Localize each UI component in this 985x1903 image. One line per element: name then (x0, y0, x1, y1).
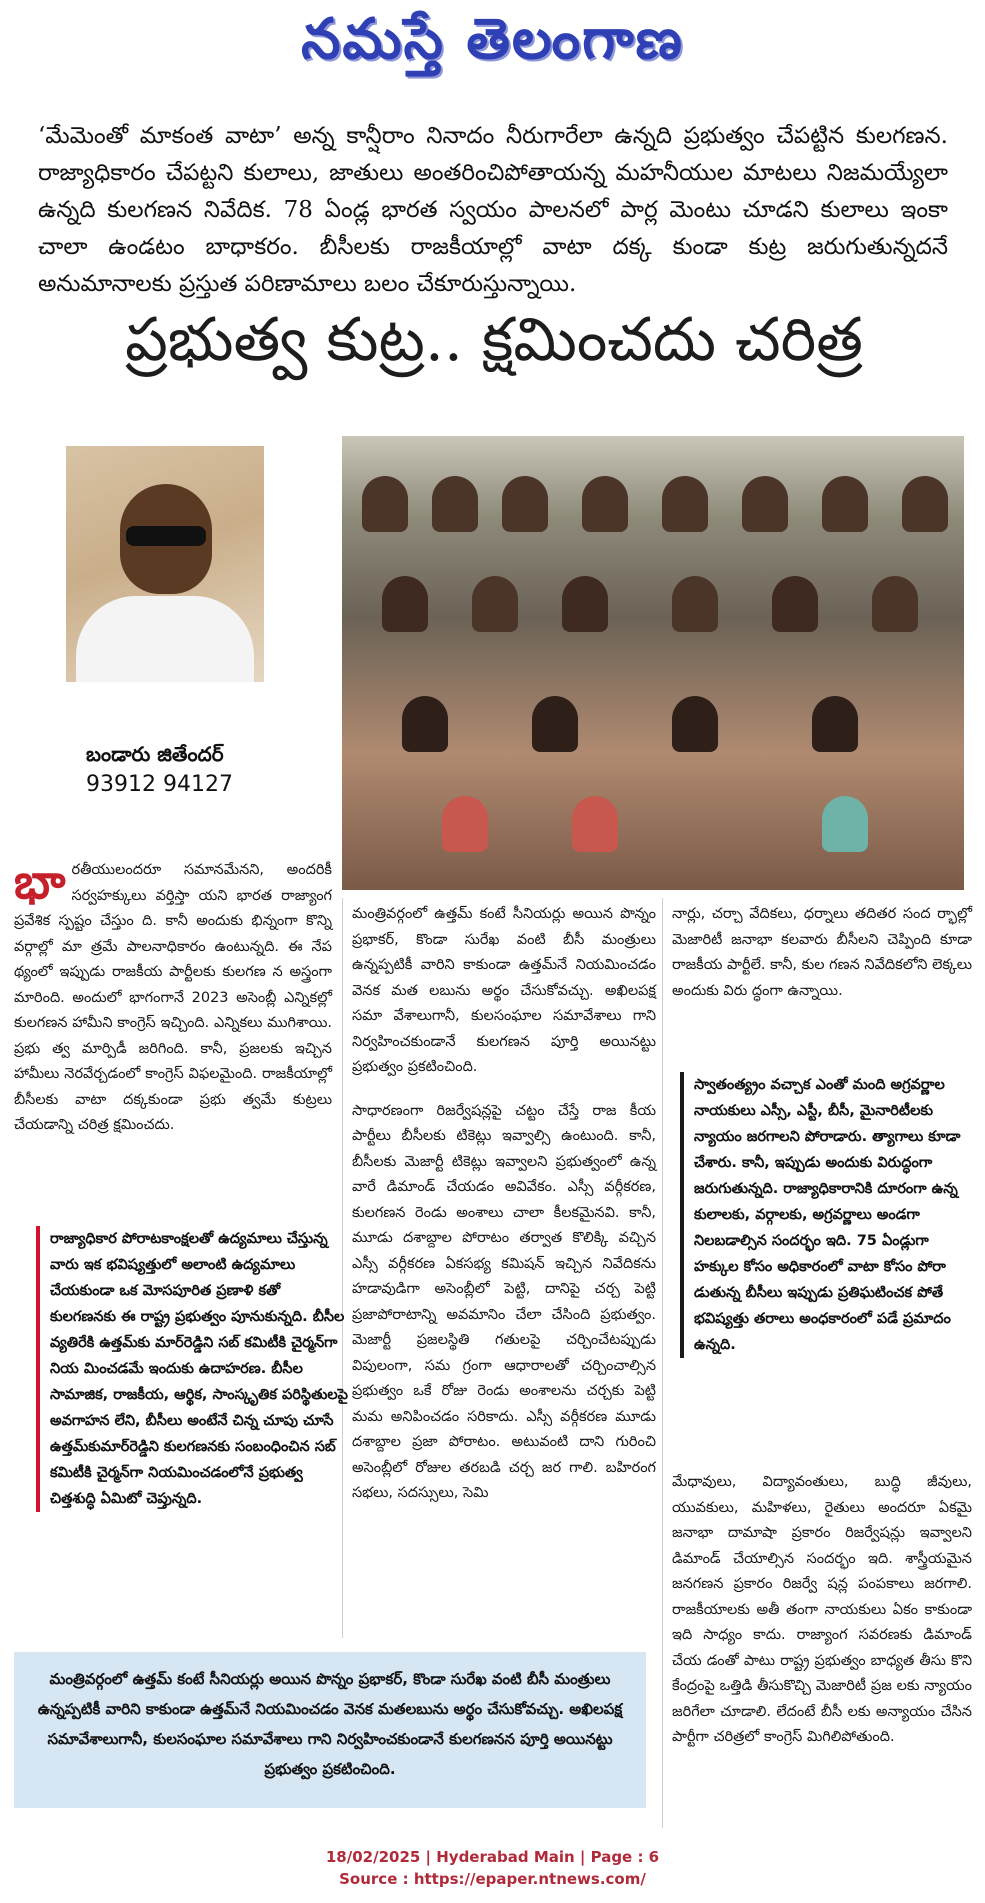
dropcap: భా (14, 854, 66, 910)
col3-paragraph-2: మేధావులు, విద్యావంతులు, బుద్ధి జీవులు, యువకులు, మహిళలు, రైతులు అందరూ ఏకమై జనాభా దామాషా ప్రకారం రిజర్వేషన్లు ఇవ్వాలని డిమాండ్ చేయాల్సిన సందర్భం ఇది. శాస్త్రీయమైన జనగణన ప్రకారం రిజర్వే షన్ల పంపకాలు జరగాలి. రాజకీయాలకు అతీ తంగా నాయకులు ఏకం కాకుండా ఇది సాధ్యం కాదు. రాజ్యాంగ సవరణకు డిమాండ్ చేయ డంతో పాటు రాష్ట్ర ప్రభుత్వం బాధ్యత తీసు కొని కేంద్రంపై ఒత్తిడి తీసుకొచ్చి మెజారిటీ ప్రజ లకు న్యాయం జరిగేలా చూడాలి. లేదంటే బీసీ లకు అన్యాయం చేసిన పార్టీగా చరిత్రలో కాంగ్రెస్ మిగిలిపోతుంది. (672, 1474, 972, 1745)
protest-crowd-photo (342, 436, 964, 890)
footer-source-line[interactable]: Source : https://epaper.ntnews.com/ (339, 1870, 646, 1888)
pull-quote-left: రాజ్యాధికార పోరాటకాంక్షలతో ఉద్యమాలు చేస్తున్న వారు ఇక భవిష్యత్తులో అలాంటి ఉద్యమాలు చేయకుండా ఒక మోసపూరిత ప్రణాళి కతో కులగణనకు ఈ రాష్ట్ర ప్రభుత్వం పూనుకున్నది. బీసీల వ్యతిరేకి ఉత్తమ్‌కు మార్‌రెడ్డిని సబ్ కమిటీకి చైర్మన్‌గా నియ మించడమే ఇందుకు ఉదాహరణ. బీసీల సామాజిక, రాజకీయ, ఆర్థిక, సాంస్కృతిక పరిస్థితులపై అవగాహన లేని, బీసీలు అంటేనే చిన్న చూపు చూసే ఉత్తమ్‌కుమార్‌రెడ్డిని కులగణనకు సంబంధించిన సబ్ కమిటీకి చైర్మన్‌గా నియమించడంలోనే ప్రభుత్వ చిత్తశుద్ధి ఏమిటో చెప్తున్నది. (36, 1226, 350, 1512)
col1-paragraph: రతీయులందరూ సమానమేనని, అందరికీ సర్వహక్కులు వర్తిస్తా యని భారత రాజ్యాంగ ప్రవేశిక స్పష్టం చేస్తుం ది. కానీ అందుకు భిన్నంగా కొన్ని వర్గాల్లో మా త్రమే పాలనాధికారం ఉంటున్నది. ఈ నేప థ్యంలో ఇప్పుడు రాజకీయ పార్టీలకు కులగణ న అస్త్రంగా మారింది. అందులో భాగంగానే 2023 అసెంబ్లీ ఎన్నికల్లో కులగణన హామీని కాంగ్రెస్ ఇచ్చింది. ఎన్నికలు ముగిశాయి. ప్రభు త్వ మార్పిడీ జరిగింది. కానీ, ప్రజలకు ఇచ్చిన హామీలు నెరవేర్చడంలో కాంగ్రెస్ విఫలమైంది. రాజకీయాల్లో బీసీలకు వాటా దక్కకుండా ప్రభు త్వమే కుట్రలు చేయడాన్ని చరిత్ర క్షమించదు. (14, 862, 332, 1133)
column-3-continued (672, 1470, 972, 1761)
masthead-title: నమస్తే తెలంగాణ (301, 6, 684, 72)
author-phone: 93912 94127 (86, 772, 233, 797)
column-2 (352, 902, 656, 1517)
intro-paragraph: ‘మేమెంతో మాకంత వాటా’ అన్న కాన్షీరాం నినాదం నీరుగారేలా ఉన్నది ప్రభుత్వం చేపట్టిన కులగణన. రాజ్యాధికారం చేపట్టని కులాలు, జాతులు అంతరించిపోతాయన్న మహనీయుల మాటలు నిజమయ్యేలా ఉన్నది కులగణన నివేదిక. 78 ఏండ్ల భారత స్వయం పాలనలో పార్ల మెంటు చూడని కులాలు ఇంకా చాలా ఉండటం బాధాకరం. బీసీలకు రాజకీయాల్లో వాటా దక్క కుండా కుట్ర జరుగుతున్నదనే అనుమానాలకు ప్రస్తుత పరిణామాలు బలం చేకూరుస్తున్నాయి. (38, 123, 948, 297)
page-footer (0, 1846, 985, 1890)
col2-paragraph-1: మంత్రివర్గంలో ఉత్తమ్ కంటే సీనియర్లు అయిన పొన్నం ప్రభాకర్, కొండా సురేఖ వంటి బీసీ మంత్రులు ఉన్నప్పటికీ వారిని కాకుండా ఉత్తమ్‌నే నియమించడం వెనక మత లబును అర్థం చేసుకోవచ్చు. అఖిలపక్ష సమా వేశాలుగానీ, కులసంఘాల సమావేశాలు గాని నిర్వహించకుండానే కులగణన పూర్తి అయినట్టు ప్రభుత్వం ప్రకటించింది. (352, 906, 656, 1075)
col3-paragraph-1: నార్లు, చర్చా వేదికలు, ధర్నాలు తదితర సంద ర్భాల్లో మెజారిటీ జనాభా కలవారు బీసీలని చెప్పింది కూడా రాజకీయ పార్టీలే. కానీ, కుల గణన నివేదికలోని లెక్కలు అందుకు విరు ద్ధంగా ఉన్నాయి. (672, 906, 972, 999)
author-name: బండారు జితేందర్ (86, 742, 224, 766)
author-photo (66, 446, 264, 682)
col2-paragraph-2: సాధారణంగా రిజర్వేషన్లపై చట్టం చేస్తే రాజ కీయ పార్టీలు బీసీలకు టికెట్లు ఇవ్వాల్సి ఉంటుంది. కానీ, బీసీలకు మెజార్టీ టికెట్లు ఇవ్వాలని ప్రభుత్వంలో ఉన్న వారే డిమాండ్ చేయడం అవివేకం. ఎస్సీ వర్గీకరణ, కులగణన రెండు అంశాలు చాలా కీలకమైనవి. కానీ, మూడు దశాబ్దాల పోరాటం తర్వాత కొలిక్కి వచ్చిన ఎస్సీ వర్గీకరణ ఏకసభ్య కమిషన్ ఇచ్చిన నివేదికను హడావుడిగా అసెంబ్లీలో పెట్టి, దానిపై చర్చ పెట్టి ప్రజాపోరాటాన్ని అవమానిం చేలా చేసింది ప్రభుత్వం. మెజార్టీ ప్రజలస్థితి గతులపై చర్చించేటప్పుడు విపులంగా, సమ గ్రంగా ఆధారాలతో చర్చించాల్సిన ప్రభుత్వం ఒకే రోజు రెండు అంశాలను చర్చకు పెట్టి మమ అనిపించడం సరికాదు. ఎస్సీ వర్గీకరణ మూడు దశాబ్దాల ప్రజా పోరాటం. అటువంటి దాని గురించి అసెంబ్లీలో రోజుల తరబడి చర్చ జర గాలి. బహిరంగ సభలు, సదస్సులు, సెమి (352, 1102, 656, 1501)
article-headline: ప్రభుత్వ కుట్ర.. క్షమించదు చరిత్ర (125, 305, 863, 375)
footer-date-line: 18/02/2025 | Hyderabad Main | Page : 6 (325, 1848, 660, 1866)
callout-box: మంత్రివర్గంలో ఉత్తమ్ కంటే సీనియర్లు అయిన పొన్నం ప్రభాకర్, కొండా సురేఖ వంటి బీసీ మంత్రులు ఉన్నప్పటికీ వారిని కాకుండా ఉత్తమ్‌నే నియమించడం వెనక మతలబును అర్థం చేసుకోవచ్చు. అఖిలపక్ష సమావేశాలుగానీ, కులసంఘాల సమావేశాలు గాని నిర్వహించకుండానే కులగణనన పూర్తి అయినట్టు ప్రభుత్వం ప్రకటించింది. (14, 1652, 646, 1808)
column-1 (14, 854, 332, 1149)
column-3 (672, 902, 972, 1014)
pull-quote-right: స్వాతంత్య్రం వచ్చాక ఎంతో మంది అగ్రవర్ణాల నాయకులు ఎస్సీ, ఎస్టీ, బీసీ, మైనారిటీలకు న్యాయం జరగాలని పోరాడారు. త్యాగాలు కూడా చేశారు. కానీ, ఇప్పుడు అందుకు విరుద్ధంగా జరుగుతున్నది. రాజ్యాధికారానికి దూరంగా ఉన్న కులాలకు, వర్గాలకు, అగ్రవర్ణాలు అండగా నిలబడాల్సిన సందర్భం ఇది. 75 ఏండ్లుగా హక్కుల కోసం అధికారంలో వాటా కోసం పోరా డుతున్న బీసీలు ఇప్పుడు ప్రతిఘటించక పోతే భవిష్యత్తు తరాలు అంధకారంలో పడే ప్రమాదం ఉన్నది. (680, 1072, 972, 1358)
